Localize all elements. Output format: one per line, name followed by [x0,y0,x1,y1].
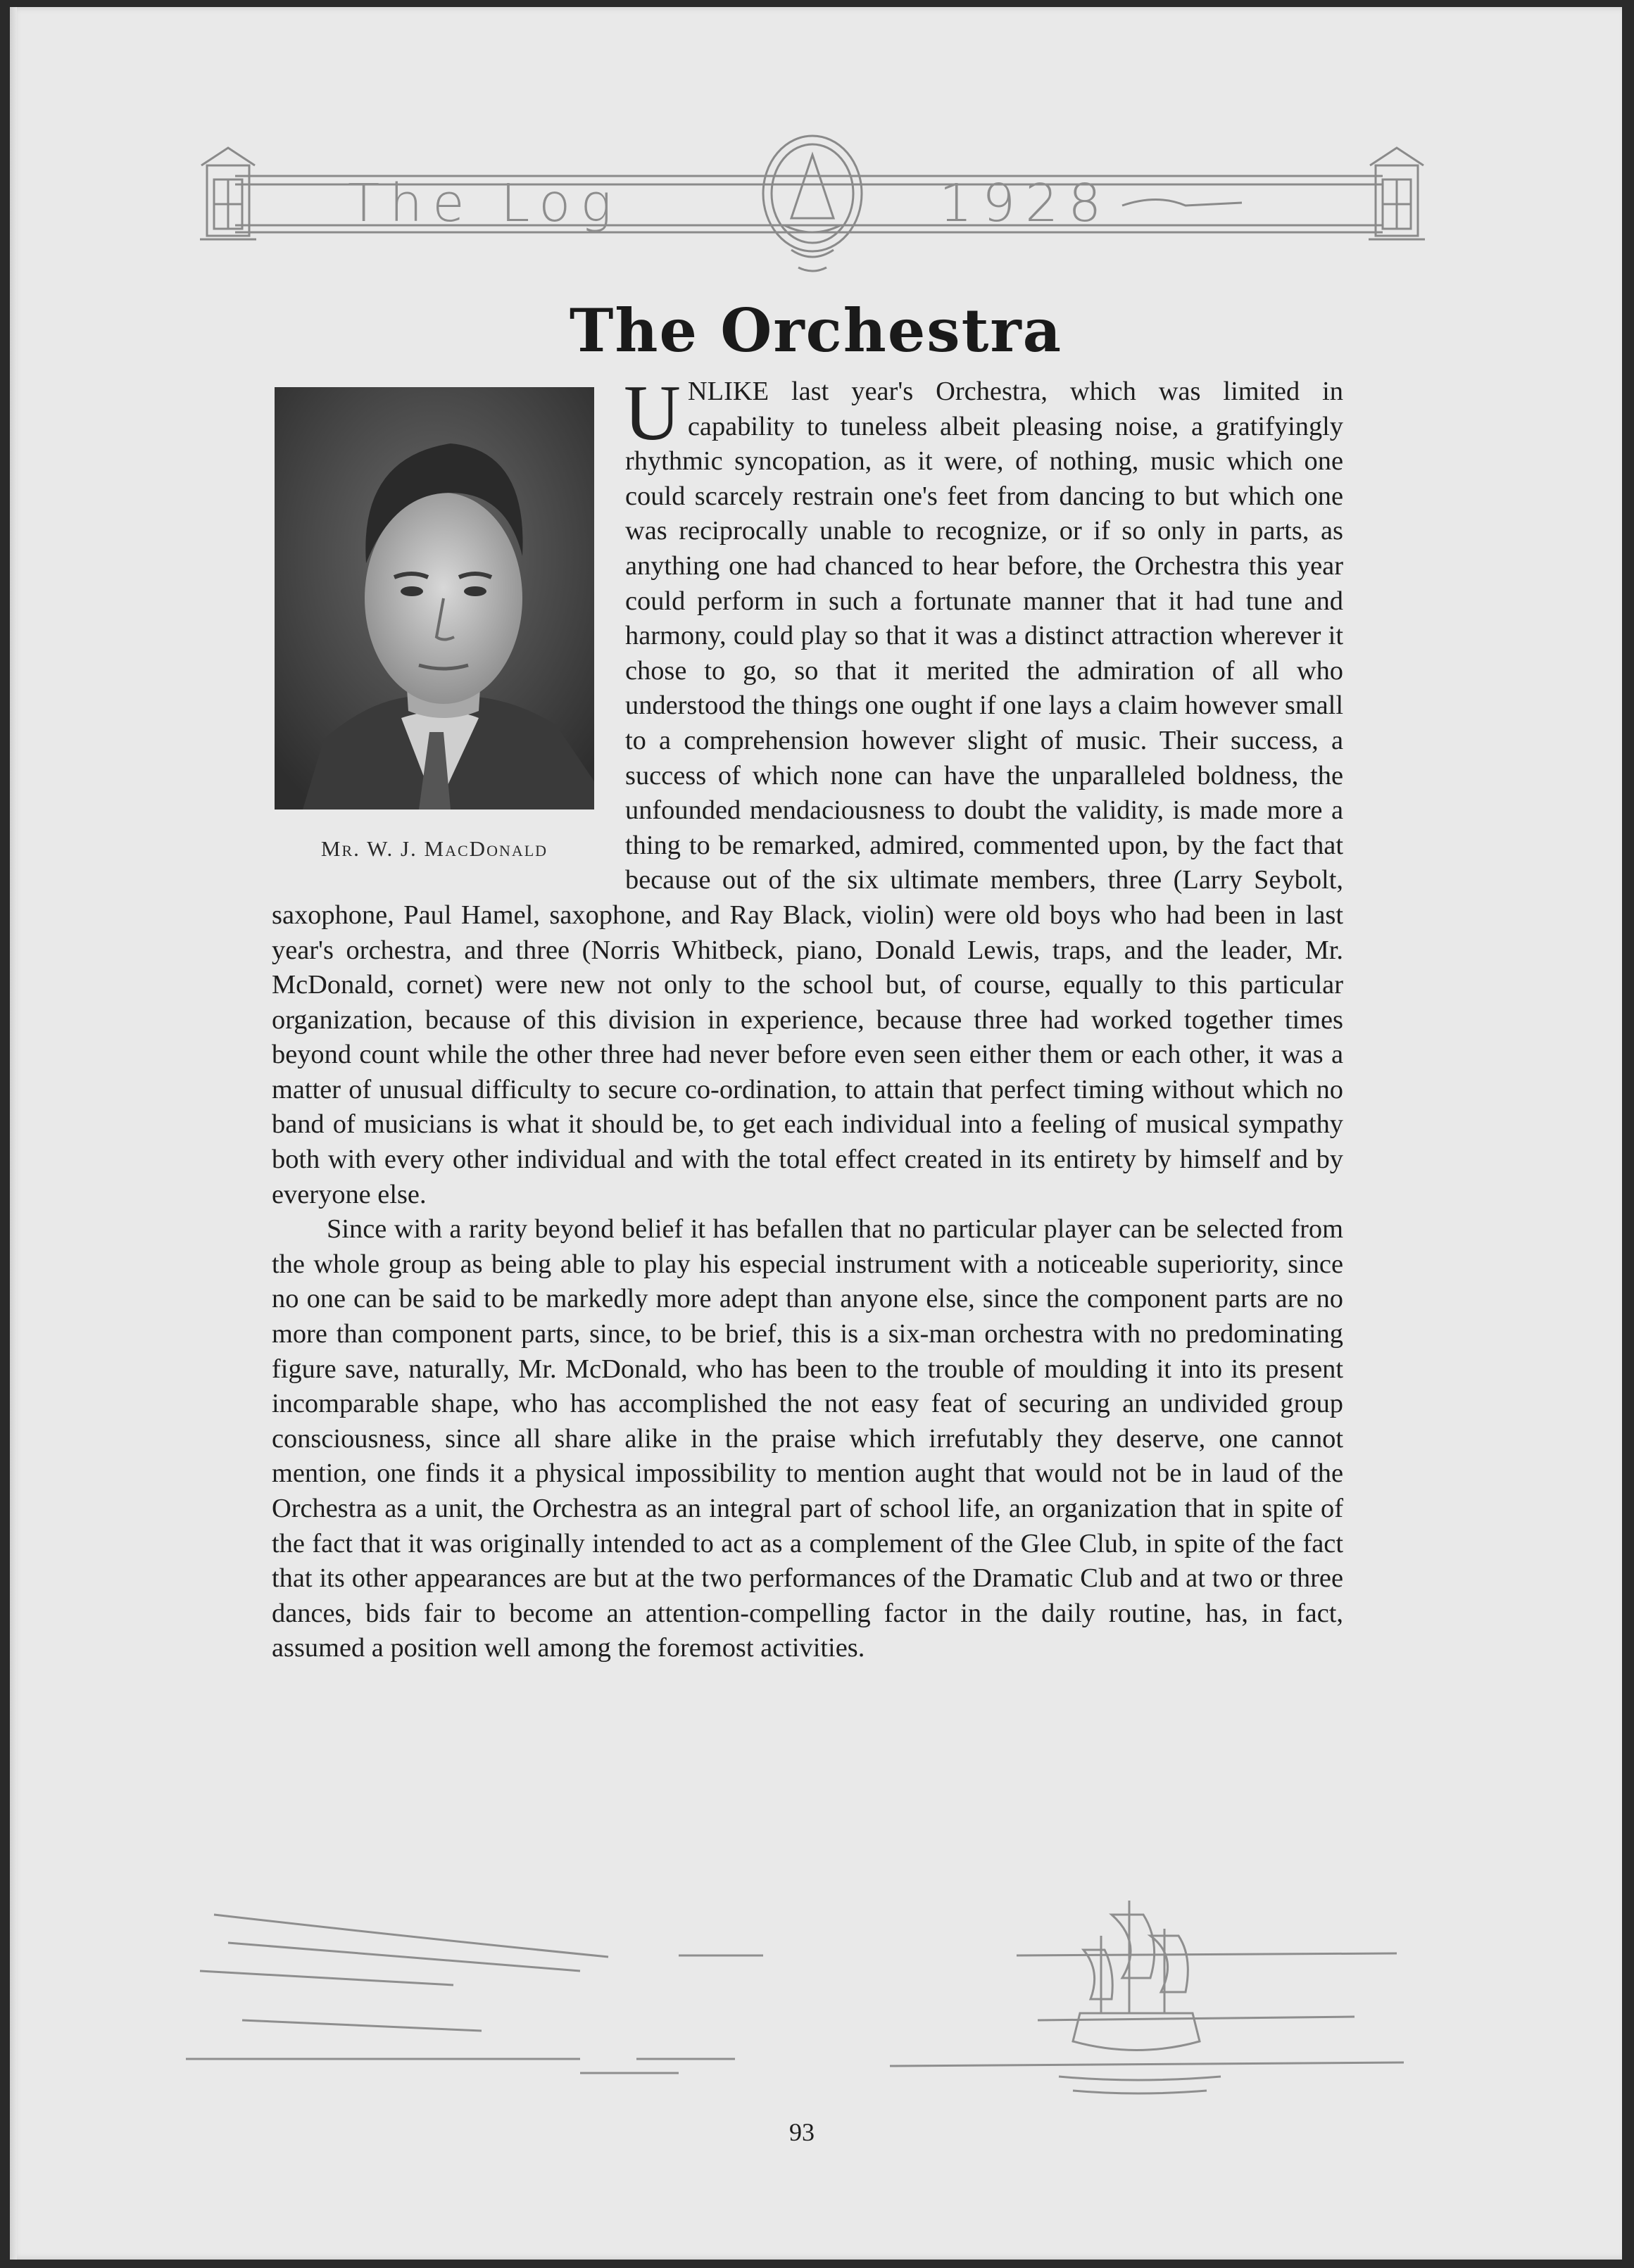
ship-footer-illustration [186,1872,1439,2112]
photo-text-wrap-spacer [272,374,625,881]
page-number: 93 [789,2118,815,2146]
paragraph-2: Since with a rarity beyond belief it has befallen that no particular player can be selected from the whole group as being able to play his especial instrument with a noticeable superiority, since no one can be said to be markedly more adept than anyone else, since the component parts are no more than component parts, since, to be brief, this is a six-man orchestra with no predominating figure save, naturally, Mr. McDonald, who has been to the trouble of moulding it into its present incomparable shape, who has accomplished the not easy feat of securing an undivided group consciousness, since all share alike in the praise which irrefutably they deserve, one cannot mention, one finds it a physical impossibility to mention aught that would not be in laud of the Orchestra as a unit, the Orchestra as an integral part of school life, an organization that in spite of the fact that it was originally intended to act as a complement of the Glee Club, in spite of the fact that its other appearances are but at the two performances of the Dramatic Club and at two or three dances, bids fair to become an attention-compelling factor in the daily routine, has, in fact, assumed a position well among the foremost activities. [272,1214,1343,1663]
yearbook-page [10,7,1622,2260]
paragraph-1-text: NLIKE last year's Orchestra, which was limited in capability to tuneless albeit pleasing noise, a gratifyingly rhythmic syncopation, as it were, of nothing, music which one could scarcely restrain one's feet from dancing to but which one was reciprocally unable to recognize, or if so only in parts, as anything one had chanced to hear before, the Orchestra this year could perform in such a fortunate manner that it had tune and harmony, could play so that it was a distinct attraction wherever it chose to go, so that it merited the admiration of all who understood the things one ought if one lays a claim however small to a comprehension however slight of music. Their success, a success of which none can have the unparalleled boldness, the unfounded mendaciousness to doubt the validity, is made more a thing to be remarked, admired, commented upon, by the fact that because out of the six ultimate members, three (Larry Seybolt, saxophone, Paul Hamel, saxophone, and Ray Black, violin) were old boys who had been in last year's orchestra, and three (Norris Whitbeck, piano, Donald Lewis, traps, and the leader, Mr. McDonald, cornet) were new not only to the school but, of course, equally to this particular organization, because of this division in experience, because three had worked together times beyond count while the other three had never before even seen either them or each other, it was a matter of unusual difficulty to secure co-ordination, to attain that perfect timing without which no band of musicians is what it should be, to get each individual into a feeling of musical sympathy both with every other individual and with the total effect created in its entirety by himself and by everyone else. [272,377,1343,1209]
header-year: 1928 [939,173,1112,234]
drop-cap: U [624,370,681,457]
article-body [272,370,1343,1666]
photo-caption: Mr. W. J. MacDonald [320,836,548,861]
header-banner [186,127,1439,282]
article-title: The Orchestra [569,296,1063,365]
header-publication-title: The Log [348,173,622,234]
